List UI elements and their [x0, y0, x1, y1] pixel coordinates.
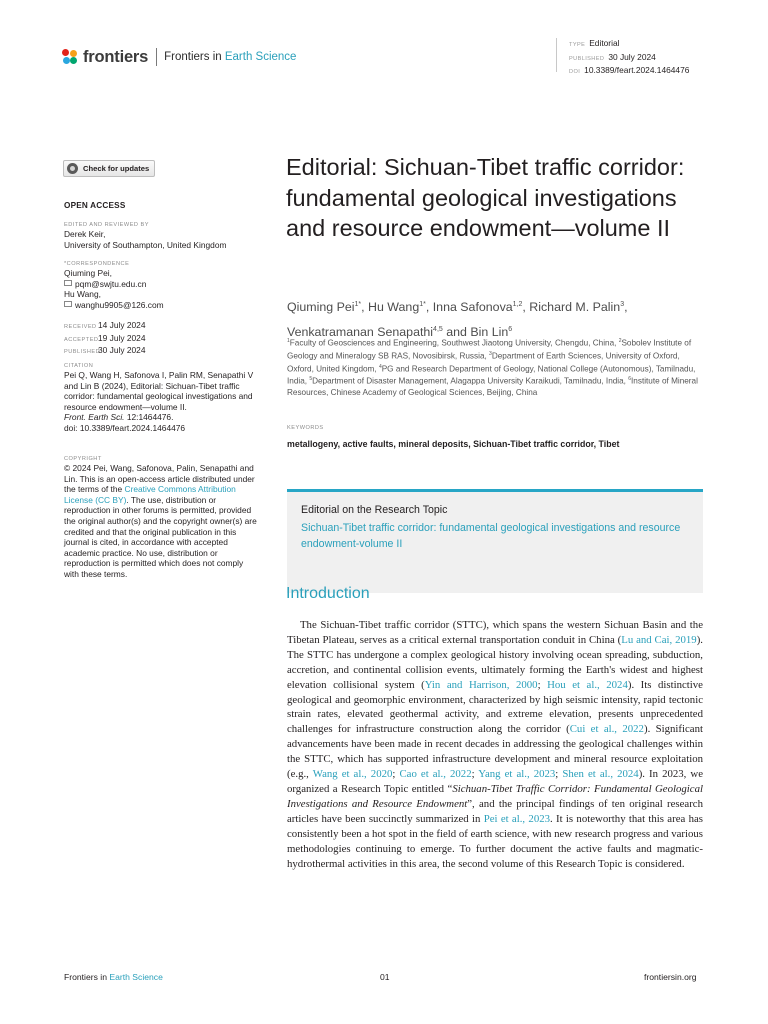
keywords-label: KEYWORDS	[287, 425, 324, 431]
author[interactable]: Richard M. Palin$^3$	[529, 300, 625, 315]
meta-type: TYPE Editorial	[569, 38, 620, 48]
email-link[interactable]: pqm@swjtu.edu.cn	[64, 279, 260, 290]
author[interactable]: Bin Lin$^6$	[470, 324, 513, 339]
editor-block: EDITED AND REVIEWED BY Derek Keir, University of Southampton, United Kingdom	[64, 221, 260, 250]
citation-link[interactable]: Lu and Cai, 2019	[621, 633, 697, 646]
citation-text: Pei Q, Wang H, Safonova I, Palin RM, Senapathi V and Lin B (2024), Editorial: Sichuan-Tibet traffic corridor: fundamental geological investigations and resource endowment—volume II.	[64, 370, 254, 412]
footer-journal[interactable]: Frontiers in Earth Science	[64, 972, 163, 982]
affiliations: $^1$Faculty of Geosciences and Engineering, Southwest Jiaotong University, Chengdu, China, $^2$Sobolev Institute of Geology and Mineralogy SB RAS, Novosibirsk, Russia, $^3$Department of Earth Sciences, University of Oxford, Oxford, United Kingdom, $^4$PG and Research Department of Geology, National College (Autonomous), Tamilnadu, India, $^5$Department of Disaster Management, Alagappa University Karaikudi, Tamilnadu, India, $^6$Institute of Mineral Resources, Chinese Academy of Geological Sciences, Beijing, China	[287, 338, 698, 398]
keywords: metallogeny, active faults, mineral deposits, Sichuan-Tibet traffic corridor, Tibet	[287, 439, 620, 449]
copyright-block: COPYRIGHT © 2024 Pei, Wang, Safonova, Palin, Senapathi and Lin. This is an open-access article distributed under the terms of the Creative Commons Attribution License (CC BY). The use, distribution or reproduction in other forums is permitted, provided the original author(s) and the copyright owner(s) are credited and that the original publication in this journal is cited, in accordance with accepted academic practice. No use, distribution or reproduction is permitted which does not comply with these terms.	[64, 455, 260, 580]
mail-icon	[64, 301, 72, 307]
citation-link[interactable]: Shen et al., 2024	[562, 768, 639, 781]
author[interactable]: Hu Wang$^{1*}$	[368, 300, 426, 315]
meta-doi[interactable]: DOI 10.3389/feart.2024.1464476	[569, 65, 690, 75]
citation-link[interactable]: Pei et al., 2023	[483, 812, 551, 825]
copyright-text: © 2024 Pei, Wang, Safonova, Palin, Senapathi and Lin. This is an open-access article distributed under the terms of the Creative Commons Attribution License (CC BY). The use, distribution or reproduction in other forums is permitted, provided the original author(s) and the copyright owner(s) are credited and that the original publication in this journal is cited, in accordance with accepted academic practice. No use, distribution or reproduction is permitted which does not comply with these terms.	[64, 463, 257, 579]
mail-icon	[64, 280, 72, 286]
citation-link[interactable]: Hou et al., 2024	[547, 678, 628, 691]
citation-link[interactable]: Yin and Harrison, 2000	[424, 678, 538, 691]
page-number: 01	[380, 972, 390, 982]
author[interactable]: Venkatramanan Senapathi$^{4,5}$	[287, 324, 443, 339]
frontiers-logo-icon	[62, 49, 78, 65]
check-for-updates-button[interactable]	[63, 160, 155, 177]
brand-name[interactable]: frontiers	[83, 47, 149, 66]
citation-link[interactable]: Cui et al., 2022	[569, 723, 644, 736]
citation-link[interactable]: Cao et al., 2022	[399, 768, 472, 781]
editor-name: Derek Keir,	[64, 229, 106, 239]
editor-affiliation: University of Southampton, United Kingdom	[64, 239, 227, 250]
citation-block: CITATION Pei Q, Wang H, Safonova I, Palin RM, Senapathi V and Lin B (2024), Editorial: Sichuan-Tibet traffic corridor: fundamental geological investigations and resource endowment—volume II. Front. Earth Sci. 12:1464476. doi: 10.3389/feart.2024.1464476	[64, 362, 260, 434]
journal-header	[62, 46, 296, 68]
body-paragraph: The Sichuan-Tibet traffic corridor (STTC), which spans the western Sichuan Basin and the Tibetan Plateau, serves as a critical external transportation conduit in China (Lu and Cai, 2019). The STTC has undergone a complex geological history involving ocean spreading, subduction, accretion, and continental collision events, ultimately forming the Earth's widest and highest elevation collisional system (Yin and Harrison, 2000; Hou et al., 2024). Its distinctive geological and geomorphic environment, characterized by high seismic intensity, rapid tectonic strain rates, elevated geothermal activity, and extreme elevation, presents unprecedented challenges for infrastructure construction along the corridor (Cui et al., 2022). Significant advancements have been made in recent decades in addressing the geological challenges within the STTC, which has supported infrastructure development and mineral resource exploitation (e.g., Wang et al., 2020; Cao et al., 2022; Yang et al., 2023; Shen et al., 2024). In 2023, we organized a Research Topic entitled “Sichuan-Tibet Traffic Corridor: Fundamental Geological Investigations and Resource Endowment”, and the principal findings of ten original research articles have been succinctly summarized in Pei et al., 2023. It is noteworthy that this area has consistently been a hot spot in the field of earth science, with new research progress and various methodologies continuing to emerge. To further document the active faults and magmatic-hydrothermal activities in this area, the second volume of this Research Topic is considered.	[287, 619, 704, 870]
journal-name[interactable]: Frontiers in Earth Science	[164, 51, 297, 63]
update-icon	[67, 163, 78, 174]
author[interactable]: Qiuming Pei$^{1*}$	[287, 300, 362, 315]
citation-doi[interactable]: doi: 10.3389/feart.2024.1464476	[64, 422, 186, 433]
email-link[interactable]: wanghu9905@126.com	[64, 300, 260, 311]
dates-block: RECEIVED14 July 2024 ACCEPTED19 July 2024 PUBLISHED30 July 2024	[64, 320, 146, 356]
divider	[156, 48, 157, 66]
article-title: Editorial: Sichuan-Tibet traffic corridor: fundamental geological investigations and resource endowment—volume II	[286, 154, 685, 242]
check-for-updates-label: Check for updates	[83, 164, 150, 173]
research-topic-box	[287, 489, 703, 593]
author-list: Qiuming Pei$^{1*}$, Hu Wang$^{1*}$, Inna Safonova$^{1,2}$, Richard M. Palin$^3$, Venkatramanan Senapathi$^{4,5}$ and Bin Lin$^6$	[287, 300, 628, 339]
meta-published: PUBLISHED 30 July 2024	[569, 51, 656, 62]
citation-link[interactable]: Wang et al., 2020	[312, 768, 393, 781]
open-access-label: OPEN ACCESS	[64, 201, 126, 210]
correspondence-block: *CORRESPONDENCE Qiuming Pei, pqm@swjtu.edu.cn Hu Wang, wanghu9905@126.com	[64, 260, 260, 310]
section-heading: Introduction	[286, 585, 370, 602]
site-link[interactable]: frontiersin.org	[644, 972, 697, 982]
research-topic-link[interactable]: Sichuan-Tibet traffic corridor: fundamental geological investigations and resource endowment-volume II	[301, 522, 681, 550]
article-meta	[556, 38, 690, 75]
research-topic-label: Editorial on the Research Topic	[301, 504, 448, 516]
author[interactable]: Inna Safonova$^{1,2}$	[432, 300, 523, 315]
license-link[interactable]: Creative Commons Attribution License (CC BY)	[64, 484, 236, 505]
citation-link[interactable]: Yang et al., 2023	[478, 768, 556, 781]
